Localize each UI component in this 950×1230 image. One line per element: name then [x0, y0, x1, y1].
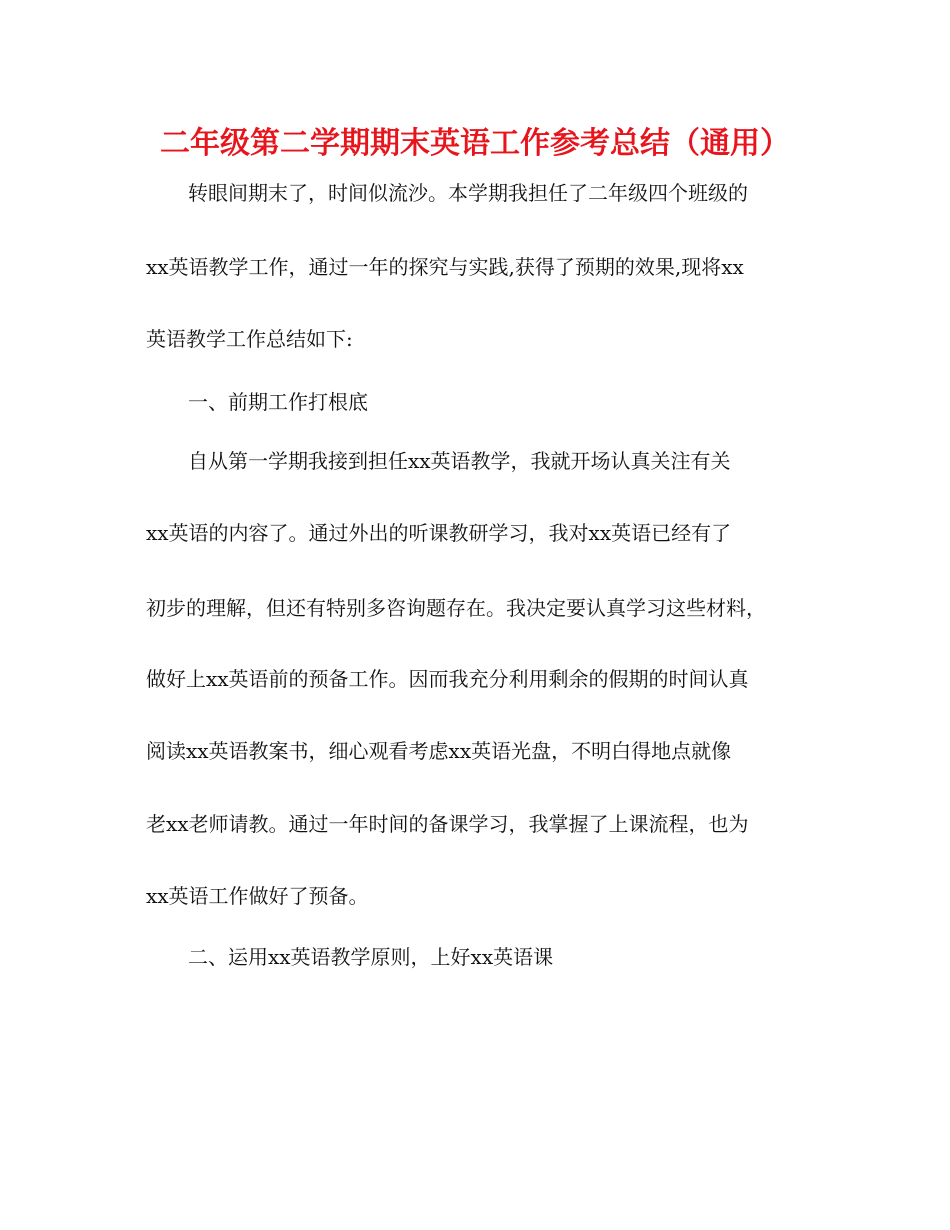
section-heading: 一、前期工作打根底	[188, 390, 368, 414]
paragraph-line: xx英语的内容了。通过外出的听课教研学习，我对xx英语已经有了	[146, 521, 732, 545]
paragraph-line: 自从第一学期我接到担任xx英语教学，我就开场认真关注有关	[188, 449, 731, 473]
paragraph-line: 阅读xx英语教案书，细心观看考虑xx英语光盘，不明白得地点就像	[146, 739, 732, 763]
paragraph-line: 转眼间期末了，时间似流沙。本学期我担任了二年级四个班级的	[188, 181, 748, 205]
paragraph-line: xx英语工作做好了预备。	[146, 884, 369, 908]
paragraph-line: 初步的理解，但还有特别多咨询题存在。我决定要认真学习这些材料，	[146, 596, 766, 620]
paragraph-line: xx英语教学工作，通过一年的探究与实践,获得了预期的效果,现将xx	[146, 255, 744, 279]
section-heading: 二、运用xx英语教学原则，上好xx英语课	[188, 945, 554, 969]
document-title: 二年级第二学期期末英语工作参考总结（通用）	[160, 126, 790, 161]
paragraph-line: 老xx老师请教。通过一年时间的备课学习，我掌握了上课流程，也为	[146, 812, 749, 836]
paragraph-line: 英语教学工作总结如下:	[146, 327, 353, 351]
paragraph-line: 做好上xx英语前的预备工作。因而我充分利用剩余的假期的时间认真	[146, 667, 749, 691]
